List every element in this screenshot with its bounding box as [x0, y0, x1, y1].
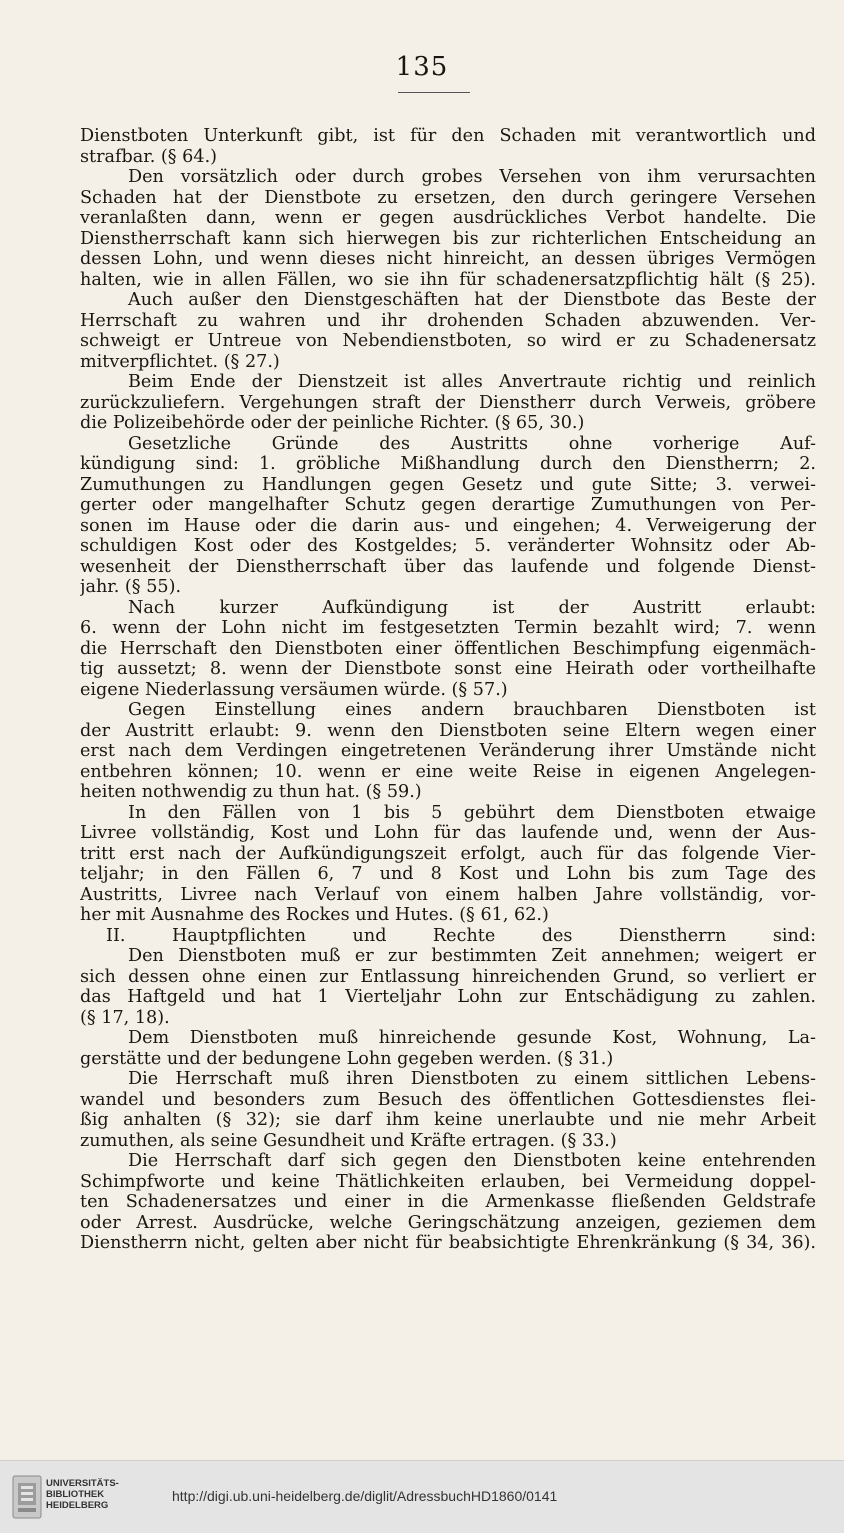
- text-line: Dienstboten Unterkunft gibt, ist für den Schaden mit verantwortlich und: [80, 126, 816, 146]
- text-line: tig aussetzt; 8. wenn der Dienstbote sonst eine Heirath oder vortheilhafte: [80, 659, 816, 679]
- text-line: Gegen Einstellung eines andern brauchbaren Dienstboten ist: [128, 700, 816, 720]
- text-line: gerstätte und der bedungene Lohn gegeben werden. (§ 31.): [80, 1048, 614, 1069]
- text-line: schuldigen Kost oder des Kostgeldes; 5. veränderter Wohnsitz oder Ab-: [80, 536, 816, 556]
- text-line: Den vorsätzlich oder durch grobes Versehen von ihm verursachten: [128, 167, 816, 187]
- text-line: oder Arrest. Ausdrücke, welche Geringschätzung anzeigen, geziemen dem: [80, 1212, 816, 1233]
- text-line: der Austritt erlaubt: 9. wenn den Dienstboten seine Eltern wegen einer: [80, 720, 816, 741]
- text-line: gerter oder mangelhafter Schutz gegen derartige Zumuthungen von Per-: [80, 495, 816, 515]
- text-line: die Polizeibehörde oder der peinliche Richter. (§ 65, 30.): [80, 413, 585, 433]
- text-line: (§ 17, 18).: [80, 1007, 170, 1028]
- text-line: Livree vollständig, Kost und Lohn für das laufende und, wenn der Aus-: [80, 823, 816, 843]
- header-rule: [398, 92, 470, 93]
- text-line: Dienstherrn nicht, gelten aber nicht für beabsichtigte Ehrenkränkung (§ 34, 36).: [80, 1233, 816, 1253]
- text-line: jahr. (§ 55).: [80, 577, 182, 597]
- body-text: [80, 126, 816, 1254]
- text-line: das Haftgeld und hat 1 Vierteljahr Lohn zur Entschädigung zu zahlen.: [80, 987, 816, 1007]
- text-line: wandel und besonders zum Besuch des öffentlichen Gottesdienstes flei-: [80, 1089, 816, 1110]
- text-line: Austritts, Livree nach Verlauf von einem halben Jahre vollständig, vor-: [80, 884, 816, 905]
- text-line: sonen im Hause oder die darin aus- und eingehen; 4. Verweigerung der: [80, 515, 816, 536]
- text-line: tritt erst nach der Aufkündigungszeit erfolgt, auch für das folgende Vier-: [80, 843, 816, 864]
- text-line: sich dessen ohne einen zur Entlassung hinreichenden Grund, so verliert er: [80, 966, 816, 987]
- text-line: teljahr; in den Fällen 6, 7 und 8 Kost und Lohn bis zum Tage des: [80, 864, 816, 884]
- text-line: halten, wie in allen Fällen, wo sie ihn für schadenersatzpflichtig hält (§ 25).: [80, 269, 816, 290]
- text-line: Nach kurzer Aufkündigung ist der Austritt erlaubt:: [128, 597, 816, 618]
- text-line: mitverpflichtet. (§ 27.): [80, 351, 280, 372]
- text-line: zumuthen, als seine Gesundheit und Kräfte ertragen. (§ 33.): [80, 1130, 617, 1151]
- text-line: kündigung sind: 1. gröbliche Mißhandlung durch den Dienstherrn; 2.: [80, 454, 816, 474]
- text-line: ßig anhalten (§ 32); sie darf ihm keine unerlaubte und nie mehr Arbeit: [80, 1110, 816, 1130]
- text-line: Die Herrschaft darf sich gegen den Dienstboten keine entehrenden: [128, 1151, 816, 1171]
- text-line: II. Hauptpflichten und Rechte des Dienstherrn sind:: [106, 925, 816, 946]
- library-logo-text: UNIVERSITÄTS- BIBLIOTHEK HEIDELBERG: [46, 1478, 119, 1511]
- text-line: her mit Ausnahme des Rockes und Hutes. (§ 61, 62.): [80, 905, 549, 925]
- text-line: In den Fällen von 1 bis 5 gebührt dem Dienstboten etwaige: [128, 802, 816, 823]
- text-line: Gesetzliche Gründe des Austritts ohne vorherige Auf-: [128, 433, 816, 454]
- source-url[interactable]: http://digi.ub.uni-heidelberg.de/diglit/AdressbuchHD1860/0141: [172, 1488, 558, 1504]
- text-line: heiten nothwendig zu thun hat. (§ 59.): [80, 782, 422, 802]
- text-line: zurückzuliefern. Vergehungen straft der Dienstherr durch Verweis, gröbere: [80, 392, 816, 413]
- text-line: entbehren können; 10. wenn er eine weite Reise in eigenen Angelegen-: [80, 761, 816, 782]
- text-line: strafbar. (§ 64.): [80, 146, 218, 167]
- footer-bar: [0, 1460, 844, 1533]
- text-line: Herrschaft zu wahren und ihr drohenden Schaden abzuwenden. Ver-: [80, 310, 816, 331]
- text-line: eigene Niederlassung versäumen würde. (§ 57.): [80, 679, 508, 700]
- text-line: Zumuthungen zu Handlungen gegen Gesetz und gute Sitte; 3. verwei-: [80, 474, 816, 495]
- text-line: Schimpfworte und keine Thätlichkeiten erlauben, bei Vermeidung doppel-: [80, 1171, 816, 1192]
- text-line: die Herrschaft den Dienstboten einer öffentlichen Beschimpfung eigenmäch-: [80, 638, 816, 659]
- text-line: erst nach dem Verdingen eingetretenen Veränderung ihrer Umstände nicht: [80, 741, 816, 761]
- text-line: Auch außer den Dienstgeschäften hat der Dienstbote das Beste der: [128, 290, 816, 310]
- text-line: Beim Ende der Dienstzeit ist alles Anvertraute richtig und reinlich: [128, 372, 816, 392]
- text-line: Schaden hat der Dienstbote zu ersetzen, den durch geringere Versehen: [80, 187, 816, 208]
- text-line: Dem Dienstboten muß hinreichende gesunde Kost, Wohnung, La-: [128, 1028, 816, 1048]
- text-line: dessen Lohn, und wenn dieses nicht hinreicht, an dessen übriges Vermögen: [80, 249, 816, 269]
- university-seal-icon: [12, 1475, 42, 1519]
- text-line: ten Schadenersatzes und einer in die Armenkasse fließenden Geldstrafe: [80, 1192, 816, 1212]
- text-line: wesenheit der Dienstherrschaft über das laufende und folgende Dienst-: [80, 556, 816, 577]
- text-line: Den Dienstboten muß er zur bestimmten Zeit annehmen; weigert er: [128, 946, 816, 966]
- text-line: Dienstherrschaft kann sich hierwegen bis zur richterlichen Entscheidung an: [80, 228, 816, 249]
- text-line: Die Herrschaft muß ihren Dienstboten zu einem sittlichen Lebens-: [128, 1069, 816, 1089]
- text-line: schweigt er Untreue von Nebendienstboten, so wird er zu Schadenersatz: [80, 331, 816, 351]
- text-line: veranlaßten dann, wenn er gegen ausdrückliches Verbot handelte. Die: [80, 208, 816, 228]
- page-number: 135: [395, 52, 449, 82]
- text-line: 6. wenn der Lohn nicht im festgesetzten Termin bezahlt wird; 7. wenn: [80, 618, 816, 638]
